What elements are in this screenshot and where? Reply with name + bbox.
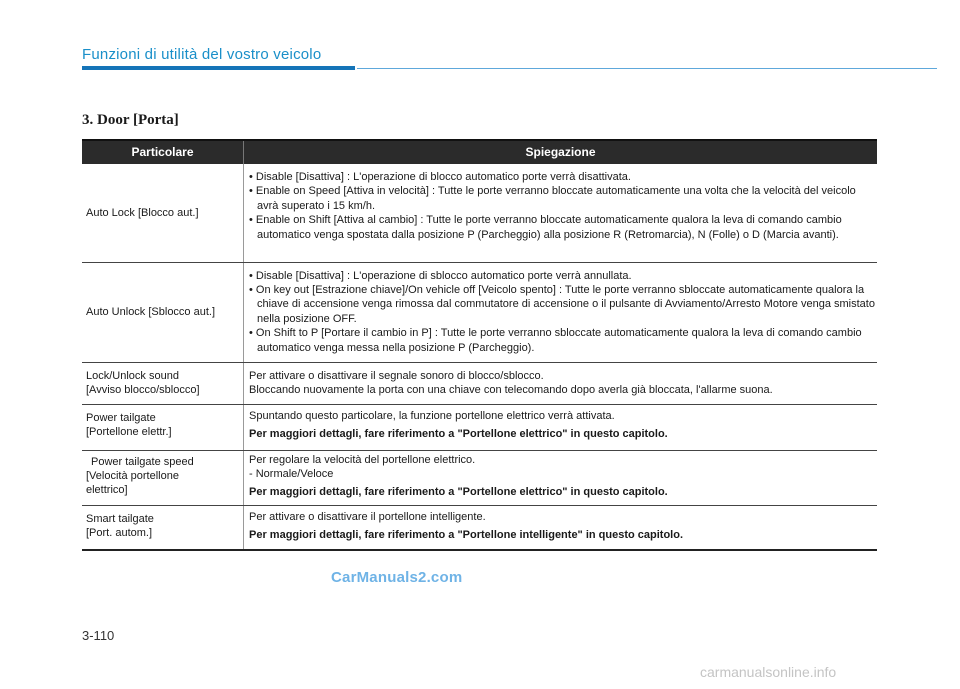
- item-label-line: [Port. autom.]: [86, 526, 153, 539]
- chapter-title: Funzioni di utilità del vostro veicolo: [82, 46, 322, 63]
- explanation-cell: [244, 362, 878, 404]
- bullet-item: • On key out [Estrazione chiave]/On vehicle off [Veicolo spento] : Tutte le porte verranno sbloccate automaticamente qualora la chiave di accensione venga rimossa dal commutatore di accensione o il pulsante di Avviamento/Arresto Motore venga smistato nella posizione OFF.: [249, 283, 875, 325]
- table-row: [82, 164, 877, 262]
- bullet-item: • Enable on Speed [Attiva in velocità] : Tutte le porte verranno bloccate automaticamente una volta che la velocità del veicolo avrà superato i 15 km/h.: [249, 185, 856, 212]
- item-cell: [82, 450, 244, 505]
- bullet-item: • Disable [Disattiva] : L'operazione di blocco automatico porte verrà disattivata.: [249, 171, 631, 183]
- item-label-line: elettrico]: [86, 484, 128, 497]
- site-watermark: CarManuals2.com: [331, 569, 463, 586]
- bullet-item: • Enable on Shift [Attiva al cambio] : Tutte le porte verranno bloccate automaticamente qualora la leva di comando cambio automatico venga spostata dalla posizione P (Parcheggio) alla posizione R (Retromarcia), N (Folle) o D (Marcia avanti).: [249, 214, 842, 241]
- item-label-line: Power tailgate speed: [91, 455, 194, 468]
- footer-watermark: carmanualsonline.info: [700, 664, 837, 680]
- explanation-cell: [244, 450, 878, 505]
- item-label-line: [Avviso blocco/sblocco]: [86, 383, 200, 396]
- item-cell: [82, 164, 244, 262]
- table-row: [82, 505, 877, 550]
- item-label-line: Power tailgate: [86, 411, 156, 424]
- table-row: [82, 450, 877, 505]
- reference-note: Per maggiori dettagli, fare riferimento a "Portellone elettrico" in questo capitolo.: [249, 427, 668, 440]
- header-accent-bar: [82, 66, 355, 70]
- item-cell: [82, 362, 244, 404]
- reference-note: Per maggiori dettagli, fare riferimento a "Portellone elettrico" in questo capitolo.: [249, 486, 668, 499]
- explanation-cell: [244, 164, 878, 262]
- column-header-item: Particolare: [82, 140, 244, 164]
- item-label-line: [Portellone elettr.]: [86, 425, 172, 438]
- explanation-cell: [244, 505, 878, 550]
- item-cell: [82, 262, 244, 362]
- item-label: Auto Lock [Blocco aut.]: [86, 206, 199, 219]
- explanation-cell: [244, 404, 878, 450]
- table-row: [82, 404, 877, 450]
- item-label-line: Lock/Unlock sound: [86, 369, 179, 382]
- explanation-line: Spuntando questo particolare, la funzione portellone elettrico verrà attivata.: [249, 409, 615, 422]
- column-header-explanation: Spiegazione: [244, 140, 878, 164]
- item-label-line: Smart tailgate: [86, 512, 154, 525]
- explanation-line: Per regolare la velocità del portellone elettrico.: [249, 453, 476, 466]
- item-label-line: [Velocità portellone: [86, 469, 179, 482]
- table-header-row: [82, 140, 877, 164]
- table-row: [82, 362, 877, 404]
- settings-table: [82, 139, 877, 551]
- item-cell: [82, 505, 244, 550]
- explanation-cell: [244, 262, 878, 362]
- bullet-item: • On Shift to P [Portare il cambio in P] : Tutte le porte verranno sbloccate automaticamente qualora la leva di comando cambio automatico venga messa nella posizione P (Parcheggio).: [249, 327, 862, 354]
- item-cell: [82, 404, 244, 450]
- bullet-item: • Disable [Disattiva] : L'operazione di sblocco automatico porte verrà annullata.: [249, 269, 632, 282]
- explanation-line: Bloccando nuovamente la porta con una chiave con telecomando dopo averla già bloccata, l'allarme suona.: [249, 383, 773, 396]
- explanation-line: Per attivare o disattivare il portellone intelligente.: [249, 510, 486, 523]
- table-row: [82, 262, 877, 362]
- section-title: 3. Door [Porta]: [82, 112, 179, 128]
- reference-note: Per maggiori dettagli, fare riferimento a "Portellone intelligente" in questo capitolo.: [249, 528, 684, 541]
- item-label: Auto Unlock [Sblocco aut.]: [86, 305, 216, 318]
- header-rule: [357, 68, 937, 70]
- explanation-line: - Normale/Veloce: [249, 467, 334, 480]
- page-number: 3-110: [82, 628, 115, 643]
- explanation-line: Per attivare o disattivare il segnale sonoro di blocco/sblocco.: [249, 369, 544, 382]
